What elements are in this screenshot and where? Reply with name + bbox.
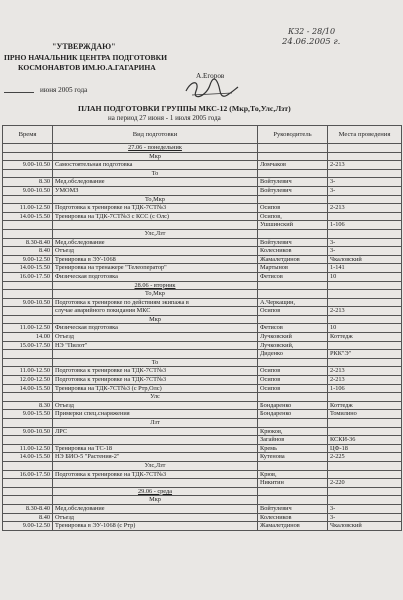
table-row (3, 504, 402, 513)
empty-cell (328, 393, 402, 402)
empty-cell (258, 419, 328, 428)
place-cell: Томилино (328, 410, 402, 419)
time-cell: 8.30-8.40 (3, 238, 53, 247)
group-heading: То (53, 169, 258, 178)
activity-cell: Тренировка на тренажере "Телеоператор" (53, 264, 258, 273)
group-heading-row (3, 461, 402, 470)
activity-cell: ЛРС (53, 427, 258, 436)
time-cell: 8.30 (3, 401, 53, 410)
group-heading: Улс,Лзт (53, 461, 258, 470)
time-cell: 14.00 (3, 333, 53, 342)
empty-cell (258, 290, 328, 299)
activity-cell: Отъезд (53, 401, 258, 410)
time-cell (3, 436, 53, 445)
header-place: Места проведения (328, 126, 402, 144)
table-row (3, 272, 402, 281)
empty-cell (3, 281, 53, 290)
place-cell: Коттедж (328, 333, 402, 342)
leader-cell: Осипов (258, 204, 328, 213)
table-row (3, 470, 402, 479)
table-row (3, 186, 402, 195)
place-cell (328, 341, 402, 350)
leader-cell: Крюв, (258, 470, 328, 479)
activity-cell: Подготовка к тренировке по действиям экипажа в (53, 298, 258, 307)
activity-cell: Тренировка на ТДК-7СТ№3 с КСС (с Олс) (53, 212, 258, 221)
table-header-row (3, 126, 402, 144)
time-cell: 9.00-10.50 (3, 161, 53, 170)
place-cell: 2-213 (328, 367, 402, 376)
empty-cell (328, 358, 402, 367)
empty-cell (258, 393, 328, 402)
time-cell: 14.00-15.50 (3, 264, 53, 273)
table-row (3, 324, 402, 333)
table-row (3, 427, 402, 436)
time-cell: 9.00-10.50 (3, 427, 53, 436)
group-heading: То (53, 358, 258, 367)
activity-cell (53, 436, 258, 445)
table-row (3, 410, 402, 419)
group-heading: Мкр (53, 315, 258, 324)
place-cell: 2-220 (328, 479, 402, 488)
place-cell: 3- (328, 247, 402, 256)
activity-cell: Подготовка к тренировке на ТДК-7СТ№3 (53, 204, 258, 213)
place-cell: Коттедж (328, 401, 402, 410)
date-blank-line (4, 92, 34, 93)
time-cell: 8.40 (3, 513, 53, 522)
place-cell: 3- (328, 186, 402, 195)
time-cell: 8.30-8.40 (3, 504, 53, 513)
time-cell: 14.00-15.50 (3, 384, 53, 393)
time-cell: 12.00-12.50 (3, 376, 53, 385)
place-cell: 1-106 (328, 221, 402, 230)
place-cell (328, 470, 402, 479)
table-row (3, 479, 402, 488)
empty-cell (328, 229, 402, 238)
leader-cell: Колесников (258, 247, 328, 256)
empty-cell (258, 315, 328, 324)
place-cell: 2-213 (328, 204, 402, 213)
empty-cell (328, 144, 402, 153)
leader-cell: Фетисов (258, 324, 328, 333)
activity-cell: Тренировка в ЭУ-1068 (53, 255, 258, 264)
table-row (3, 453, 402, 462)
stamp-line2: 24.06.2005 г. (282, 37, 341, 47)
table-row (3, 401, 402, 410)
place-cell: 3- (328, 238, 402, 247)
empty-cell (3, 358, 53, 367)
leader-cell: Ушшинский (258, 221, 328, 230)
leader-cell: Бондаренко (258, 410, 328, 419)
leader-cell: Лучковский, (258, 341, 328, 350)
empty-cell (258, 195, 328, 204)
time-cell: 14.00-15.50 (3, 453, 53, 462)
activity-cell: Физическая подготовка (53, 324, 258, 333)
day-heading: 27.06 - понедельник (53, 144, 258, 153)
place-cell: 1-141 (328, 264, 402, 273)
activity-cell (53, 479, 258, 488)
place-cell: 2-213 (328, 376, 402, 385)
place-cell (328, 212, 402, 221)
plan-title: ПЛАН ПОДГОТОВКИ ГРУППЫ МКС-12 (Мкр,То,Улс,Лзт) (78, 104, 291, 113)
time-cell: 8.30 (3, 178, 53, 187)
place-cell: 10 (328, 272, 402, 281)
time-cell (3, 479, 53, 488)
empty-cell (328, 315, 402, 324)
registration-stamp (280, 27, 396, 51)
activity-cell: Отъезд (53, 247, 258, 256)
table-row (3, 212, 402, 221)
leader-cell: Войтулевич (258, 186, 328, 195)
place-cell: КСКИ-36 (328, 436, 402, 445)
place-cell (328, 427, 402, 436)
time-cell: 9.00-12.50 (3, 255, 53, 264)
time-cell (3, 307, 53, 316)
leader-cell: Фетисов (258, 272, 328, 281)
group-heading: То,Мкр (53, 290, 258, 299)
schedule-table (2, 125, 402, 531)
empty-cell (258, 496, 328, 505)
empty-cell (3, 393, 53, 402)
group-heading-row (3, 169, 402, 178)
empty-cell (3, 229, 53, 238)
empty-cell (3, 169, 53, 178)
time-cell (3, 221, 53, 230)
empty-cell (3, 152, 53, 161)
group-heading-row (3, 393, 402, 402)
empty-cell (258, 169, 328, 178)
day-heading-row (3, 144, 402, 153)
empty-cell (3, 487, 53, 496)
approval-signer: А.Егоров (196, 72, 225, 80)
empty-cell (258, 281, 328, 290)
group-heading-row (3, 195, 402, 204)
empty-cell (328, 496, 402, 505)
time-cell: 11.00-12.50 (3, 204, 53, 213)
empty-cell (328, 290, 402, 299)
time-cell: 14.00-15.50 (3, 212, 53, 221)
leader-cell: Лучковский (258, 333, 328, 342)
place-cell: РКК"Э" (328, 350, 402, 359)
leader-cell: Мартынов (258, 264, 328, 273)
time-cell: 11.00-12.50 (3, 324, 53, 333)
activity-cell: Подготовка к тренировке на ТДК-7СТ№3 (53, 376, 258, 385)
leader-cell: Осипов (258, 384, 328, 393)
empty-cell (258, 461, 328, 470)
day-heading-row (3, 487, 402, 496)
empty-cell (258, 229, 328, 238)
leader-cell: А.Черкащин, (258, 298, 328, 307)
group-heading-row (3, 358, 402, 367)
empty-cell (3, 315, 53, 324)
leader-cell: Осипов, (258, 212, 328, 221)
table-row (3, 384, 402, 393)
leader-cell: Крюков, (258, 427, 328, 436)
group-heading-row (3, 496, 402, 505)
activity-cell: Подготовка к тренировке на ТДК-7СТ№3 (53, 367, 258, 376)
activity-cell: случае аварийного покидания МКС (53, 307, 258, 316)
header-time: Время (3, 126, 53, 144)
stamp-line1: КЗ2 - 28/10 (288, 27, 336, 36)
approval-title: "УТВЕРЖДАЮ" (52, 42, 116, 51)
table-row (3, 367, 402, 376)
group-heading: Улс,Лзт (53, 229, 258, 238)
time-cell (3, 350, 53, 359)
day-heading: 28.06 - вторник (53, 281, 258, 290)
table-row (3, 376, 402, 385)
header-activity: Вид подготовки (53, 126, 258, 144)
time-cell: 11.00-12.50 (3, 444, 53, 453)
activity-cell: Мед.обследование (53, 178, 258, 187)
place-cell: 2-213 (328, 307, 402, 316)
leader-cell: Загайнов (258, 436, 328, 445)
leader-cell: Ломчаков (258, 161, 328, 170)
table-row (3, 341, 402, 350)
header-leader: Руководитель (258, 126, 328, 144)
leader-cell: Жамалетдинов (258, 522, 328, 531)
empty-cell (3, 290, 53, 299)
table-row (3, 178, 402, 187)
place-cell: Чкаловский (328, 522, 402, 531)
table-row (3, 333, 402, 342)
leader-cell: Осипов (258, 376, 328, 385)
activity-cell: Физическая подготовка (53, 272, 258, 281)
activity-cell: НЭ "Пилот" (53, 341, 258, 350)
leader-cell: Осипов (258, 367, 328, 376)
activity-cell: Самостоятельная подготовка (53, 161, 258, 170)
time-cell: 15.00-17.50 (3, 341, 53, 350)
group-heading: Лзт (53, 419, 258, 428)
table-row (3, 247, 402, 256)
leader-cell: Войтулевич (258, 504, 328, 513)
group-heading-row (3, 419, 402, 428)
signature (182, 77, 242, 99)
leader-cell: Войтулевич (258, 238, 328, 247)
leader-cell: Никитин (258, 479, 328, 488)
activity-cell: Примерки спец.снаряжения (53, 410, 258, 419)
place-cell: 2-225 (328, 453, 402, 462)
table-row (3, 204, 402, 213)
day-heading-row (3, 281, 402, 290)
group-heading-row (3, 315, 402, 324)
time-cell: 9.00-12.50 (3, 522, 53, 531)
table-row (3, 444, 402, 453)
activity-cell: Подготовка к тренировке на ТДК-7СТ№3 (53, 470, 258, 479)
group-heading: То,Мкр (53, 195, 258, 204)
plan-period: на период 27 июня - 1 июля 2005 года (108, 114, 221, 122)
empty-cell (258, 144, 328, 153)
activity-cell: Тренировка в ЭУ-1068 (с Ртр) (53, 522, 258, 531)
empty-cell (328, 169, 402, 178)
place-cell: 3- (328, 178, 402, 187)
place-cell: ЦФ-18 (328, 444, 402, 453)
group-heading-row (3, 290, 402, 299)
place-cell: 10 (328, 324, 402, 333)
activity-cell: Отъезд (53, 333, 258, 342)
empty-cell (3, 195, 53, 204)
place-cell: 3- (328, 513, 402, 522)
place-cell: 3- (328, 504, 402, 513)
approval-line2: КОСМОНАВТОВ ИМ.Ю.А.ГАГАРИНА (18, 63, 156, 72)
empty-cell (328, 487, 402, 496)
table-row (3, 161, 402, 170)
schedule-body (3, 144, 402, 531)
place-cell: Чкаловский (328, 255, 402, 264)
empty-cell (328, 195, 402, 204)
activity-cell: Тренировка на ТДК-7СТ№3 (с Ртр,Олс) (53, 384, 258, 393)
leader-cell: Войтулевич (258, 178, 328, 187)
activity-cell: Тренировка на ТС-18 (53, 444, 258, 453)
empty-cell (3, 144, 53, 153)
table-row (3, 522, 402, 531)
time-cell: 9.00-10.50 (3, 186, 53, 195)
table-row (3, 255, 402, 264)
empty-cell (258, 487, 328, 496)
empty-cell (258, 358, 328, 367)
time-cell: 11.00-12.50 (3, 367, 53, 376)
empty-cell (3, 496, 53, 505)
table-row (3, 264, 402, 273)
day-heading: 29.06 - среда (53, 487, 258, 496)
group-heading: Улс (53, 393, 258, 402)
activity-cell (53, 350, 258, 359)
time-cell: 9.00-15.50 (3, 410, 53, 419)
activity-cell: Мед.обследование (53, 238, 258, 247)
empty-cell (3, 461, 53, 470)
activity-cell (53, 221, 258, 230)
leader-cell: Кутенова (258, 453, 328, 462)
approval-line1: ПРНО НАЧАЛЬНИК ЦЕНТРА ПОДГОТОВКИ (4, 53, 167, 62)
table-row (3, 307, 402, 316)
time-cell: 16.00-17.50 (3, 470, 53, 479)
place-cell: 2-213 (328, 161, 402, 170)
table-row (3, 436, 402, 445)
group-heading-row (3, 229, 402, 238)
empty-cell (258, 152, 328, 161)
group-heading-row (3, 152, 402, 161)
leader-cell: Жамалетдинов (258, 255, 328, 264)
empty-cell (328, 152, 402, 161)
table-row (3, 238, 402, 247)
time-cell: 8.40 (3, 247, 53, 256)
group-heading: Мкр (53, 496, 258, 505)
table-row (3, 350, 402, 359)
leader-cell: Бондаренко (258, 401, 328, 410)
empty-cell (328, 281, 402, 290)
table-row (3, 221, 402, 230)
place-cell (328, 298, 402, 307)
table-row (3, 298, 402, 307)
place-cell: 1-106 (328, 384, 402, 393)
leader-cell: Кремь (258, 444, 328, 453)
leader-cell: Диденко (258, 350, 328, 359)
table-row (3, 513, 402, 522)
time-cell: 16.00-17.50 (3, 272, 53, 281)
empty-cell (328, 419, 402, 428)
time-cell: 9.00-10.50 (3, 298, 53, 307)
activity-cell: Мед.обследование (53, 504, 258, 513)
empty-cell (328, 461, 402, 470)
activity-cell: НЭ БИО-5 "Растения-2" (53, 453, 258, 462)
approval-date: июня 2005 года (40, 86, 88, 94)
activity-cell: Отъезд (53, 513, 258, 522)
empty-cell (3, 419, 53, 428)
activity-cell: УМОМЗ (53, 186, 258, 195)
leader-cell: Колесников (258, 513, 328, 522)
group-heading: Мкр (53, 152, 258, 161)
leader-cell: Осипов (258, 307, 328, 316)
